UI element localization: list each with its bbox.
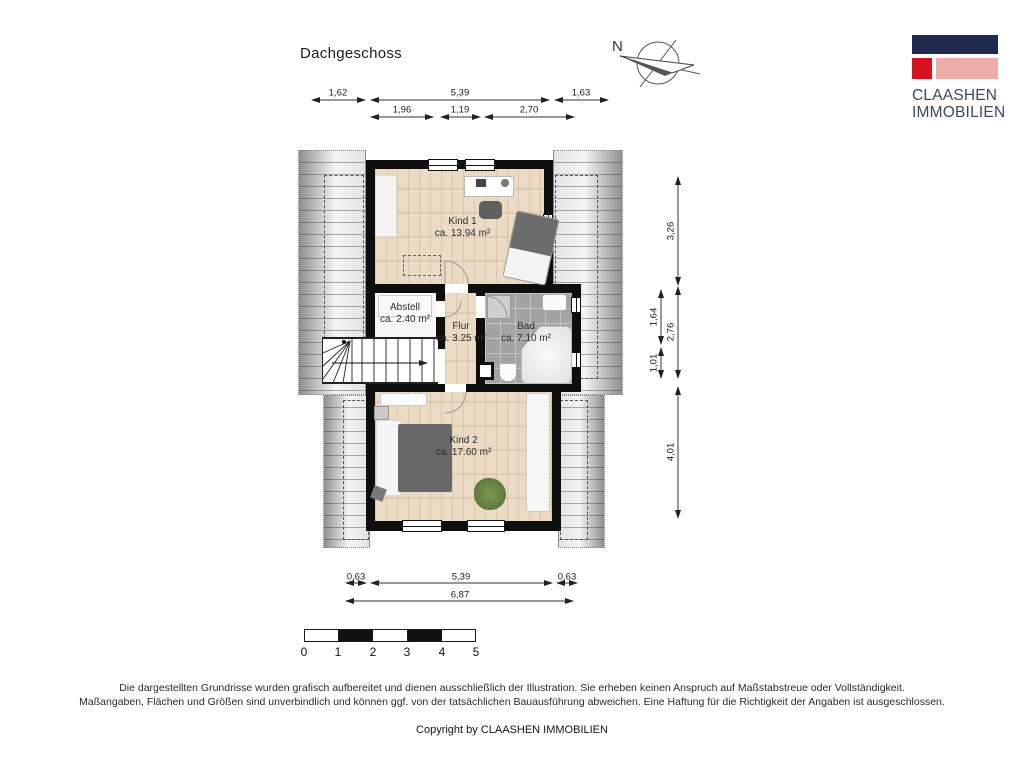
room-area: ca. 3.25 m² xyxy=(435,333,487,344)
toilet xyxy=(499,363,517,382)
dim-label: 1,01 xyxy=(648,353,660,373)
dim-label: 5,39 xyxy=(451,571,471,583)
scale-segment xyxy=(339,630,373,641)
logo-text-line2: IMMOBILIEN xyxy=(912,104,1006,121)
room-name: Bad xyxy=(517,321,535,332)
room-area: ca. 13.94 m² xyxy=(434,228,491,239)
room-label-flur xyxy=(428,321,494,345)
disclaimer-line2: Maßangaben, Flächen und Größen sind unverbindlich und können ggf. von der tatsächlichen Bauausführung abweichen. Eine Haftung für die Richtigkeit der Angaben ist ausgeschlossen. xyxy=(79,696,945,708)
nightstand xyxy=(374,406,389,420)
dim-label: 1,19 xyxy=(450,104,470,116)
skylight-dashed-outline xyxy=(403,255,441,276)
dim-label: 6,87 xyxy=(450,589,470,601)
sink xyxy=(542,294,567,311)
room-area: ca. 17.60 m² xyxy=(435,447,492,458)
scale-segment xyxy=(305,630,339,641)
scale-tick: 5 xyxy=(472,645,480,659)
roof-lower-right xyxy=(558,395,605,548)
wall xyxy=(366,160,553,169)
room-area: ca. 2.40 m² xyxy=(379,314,431,325)
dim-label: 5,39 xyxy=(450,87,470,99)
disclaimer-line1: Die dargestellten Grundrisse wurden grafisch aufbereitet und dienen ausschließlich der Illustration. Sie erheben keinen Anspruch auf Maßstabstreue oder Vollständigkeit. xyxy=(119,682,905,694)
window xyxy=(571,352,581,368)
room-name: Kind 1 xyxy=(448,216,477,227)
chimney xyxy=(477,362,494,380)
wall xyxy=(544,160,553,214)
window xyxy=(467,520,505,532)
dim-label: 3,26 xyxy=(665,221,677,241)
wall xyxy=(442,521,467,531)
dim-label: 2,70 xyxy=(519,104,539,116)
wall xyxy=(552,384,561,531)
wall xyxy=(466,384,581,392)
room-label-kind1 xyxy=(390,216,535,240)
copyright-line: Copyright by CLAASHEN IMMOBILIEN xyxy=(416,724,608,736)
dim-label: 1,62 xyxy=(328,87,348,99)
compass-north-label: N xyxy=(612,38,623,55)
plant xyxy=(474,478,506,510)
room-label-bad xyxy=(493,321,559,345)
room-name: Kind 2 xyxy=(449,435,478,446)
scale-tick: 2 xyxy=(369,645,377,659)
dim-label: 4,01 xyxy=(665,442,677,462)
scale-segment xyxy=(408,630,442,641)
wall xyxy=(436,293,445,301)
logo-red-square xyxy=(912,58,932,79)
dim-label: 1,96 xyxy=(392,104,412,116)
room-label-kind2 xyxy=(391,435,536,459)
room-name: Abstell xyxy=(389,302,420,313)
wall xyxy=(572,313,581,352)
wall xyxy=(505,521,561,531)
wall xyxy=(366,521,402,531)
dim-label: 0,63 xyxy=(346,571,366,583)
scale-segment xyxy=(442,630,475,641)
logo-text-line1: CLAASHEN xyxy=(912,87,998,104)
scale-tick: 4 xyxy=(438,645,446,659)
wall xyxy=(366,384,445,392)
laptop xyxy=(476,179,486,187)
dim-label: 1,64 xyxy=(648,307,660,327)
company-logo xyxy=(912,35,1006,127)
desk-item xyxy=(501,179,509,187)
dim-label: 1,63 xyxy=(571,87,591,99)
window xyxy=(465,159,495,171)
wall xyxy=(366,284,445,293)
staircase xyxy=(322,337,438,384)
dim-label: 2,76 xyxy=(665,322,677,342)
room-area: ca. 7.10 m² xyxy=(500,333,552,344)
scale-tick: 1 xyxy=(334,645,342,659)
scale-bar xyxy=(304,629,476,642)
wall xyxy=(476,284,485,296)
dresser xyxy=(380,393,427,406)
window xyxy=(402,520,442,532)
roof-lower-left xyxy=(323,395,370,548)
dim-label: 0,63 xyxy=(557,571,577,583)
scale-tick: 3 xyxy=(403,645,411,659)
shower xyxy=(487,295,511,319)
logo-pink-bar xyxy=(936,58,998,79)
room-name: Flur xyxy=(452,321,470,332)
scale-tick: 0 xyxy=(300,645,308,659)
roof-dash-line xyxy=(560,400,588,540)
wall xyxy=(572,284,581,297)
scale-segment xyxy=(373,630,407,641)
page-title: Dachgeschoss xyxy=(300,45,402,62)
compass-rose xyxy=(620,40,700,87)
window xyxy=(571,297,581,313)
window xyxy=(428,159,458,171)
logo-navy-bar xyxy=(912,35,998,54)
